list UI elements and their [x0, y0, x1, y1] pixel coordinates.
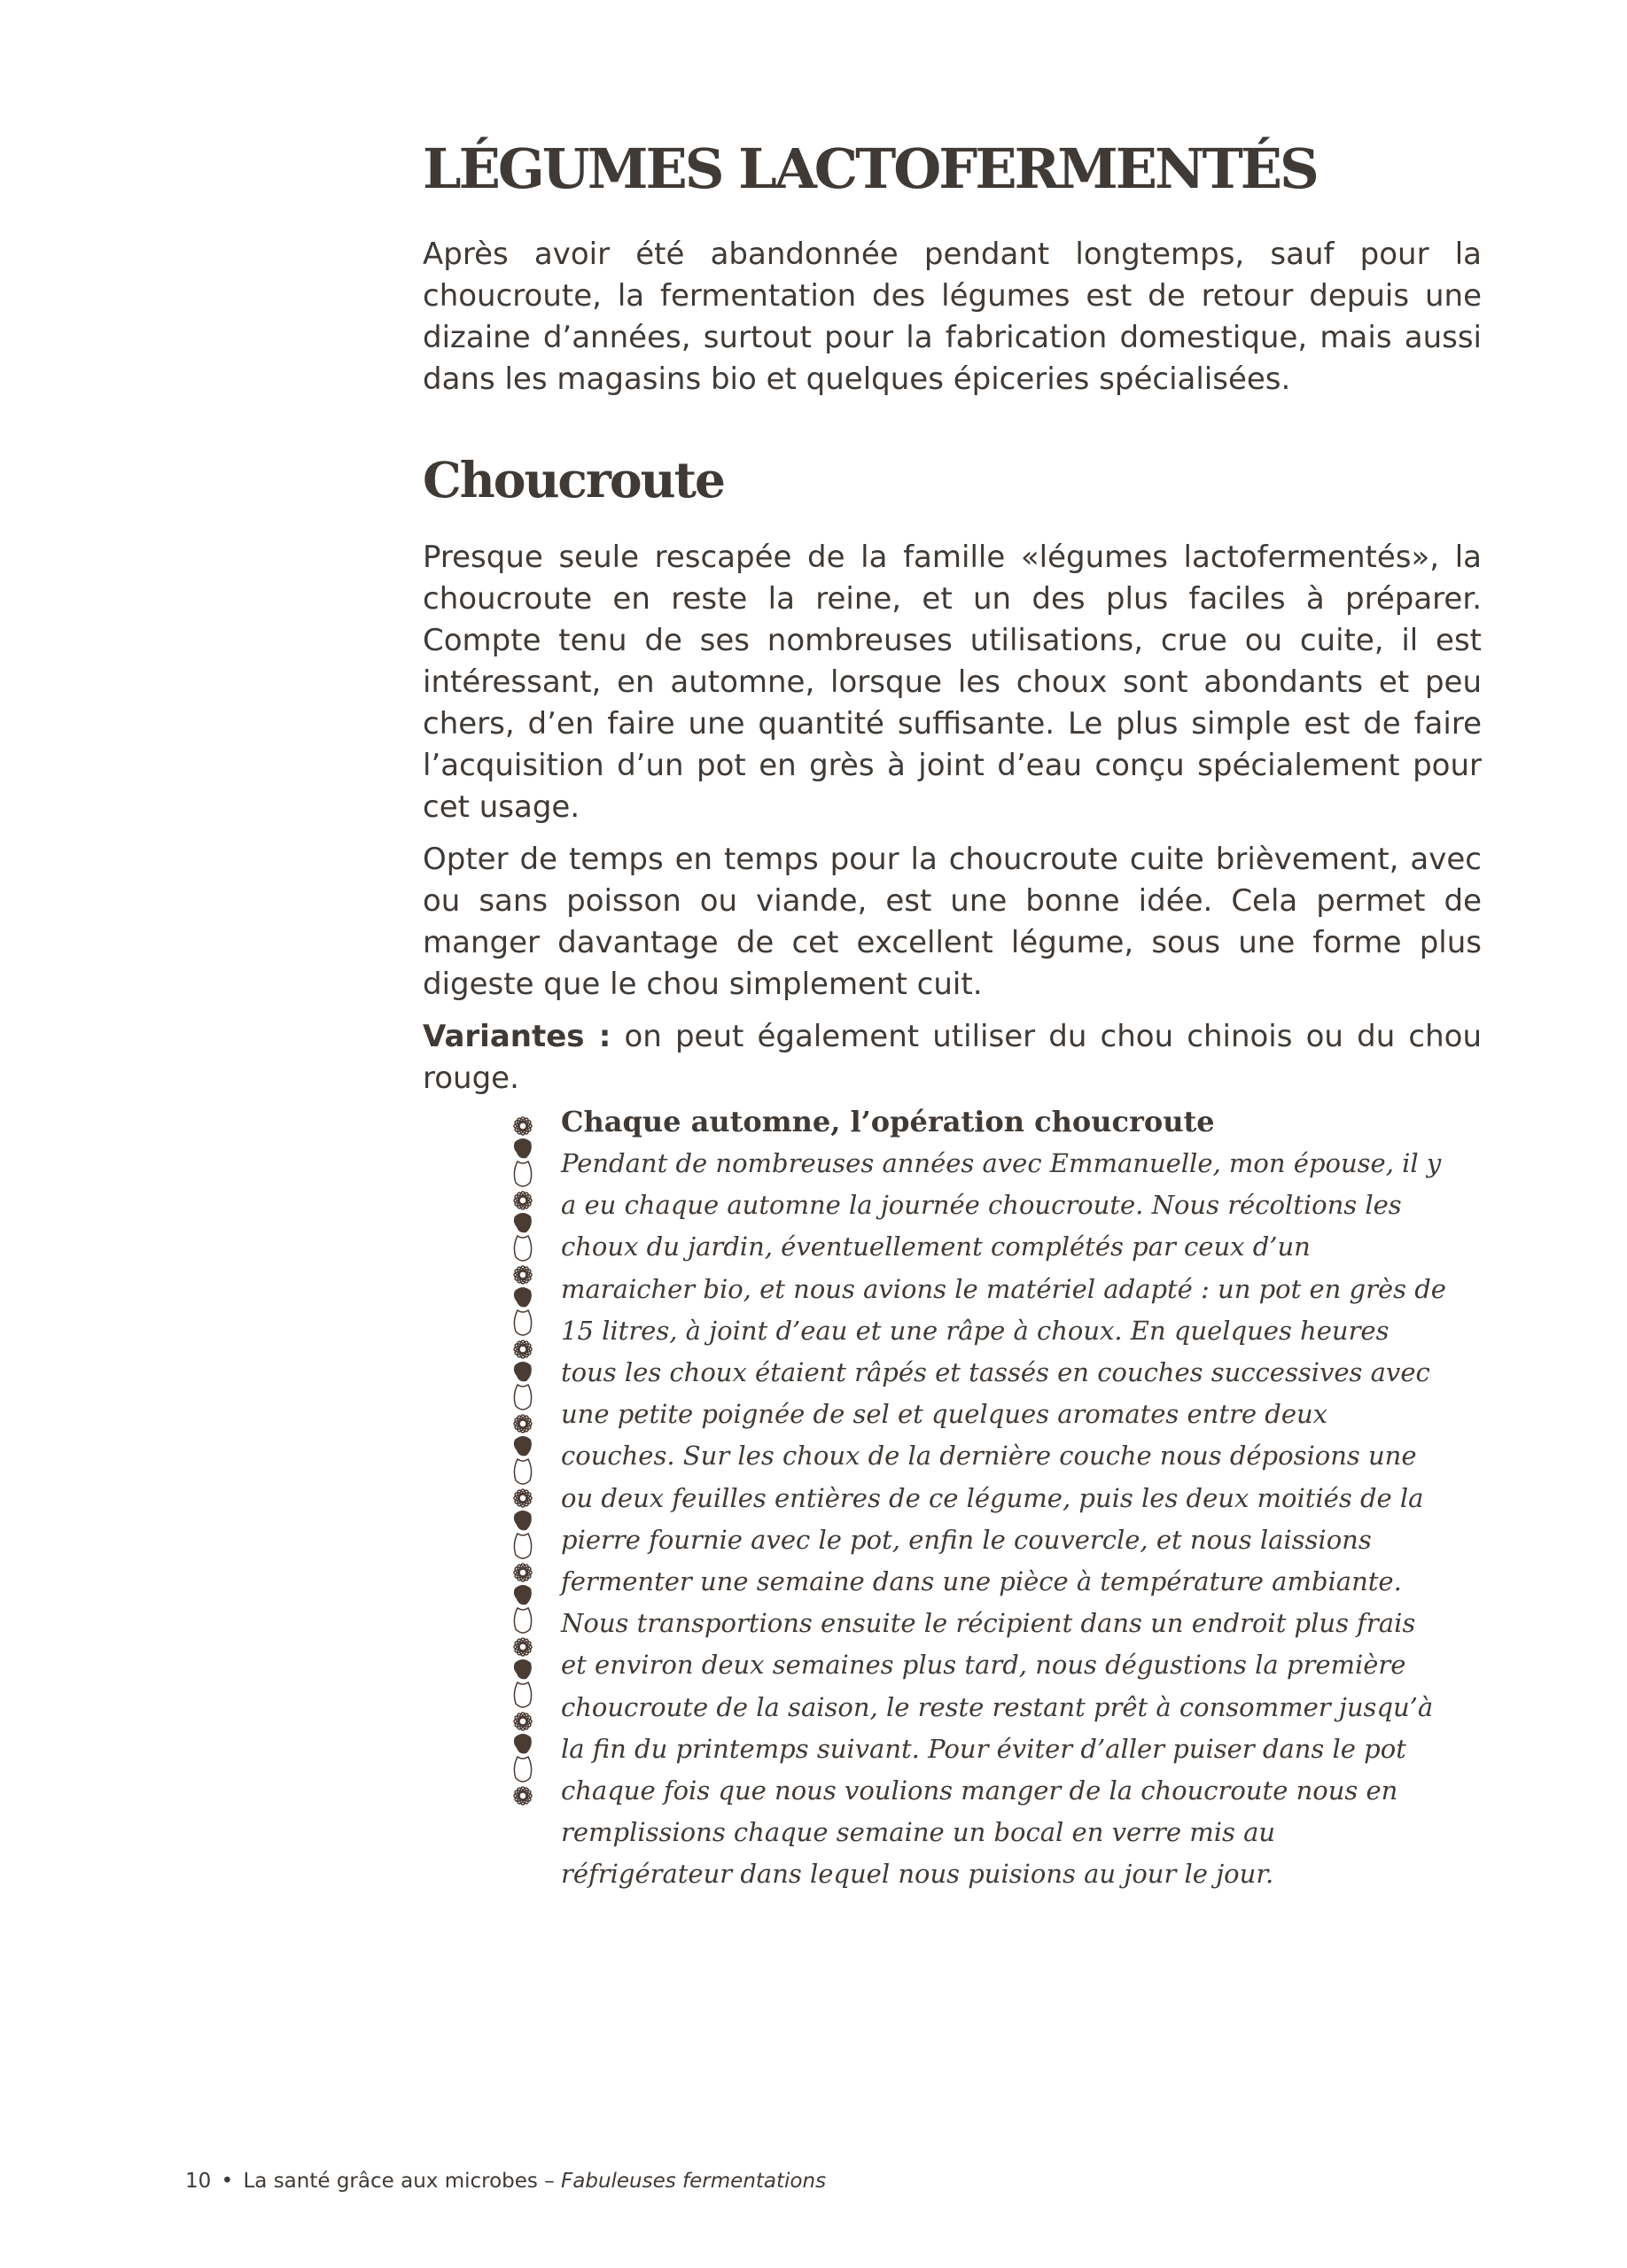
- page-footer: [185, 2170, 826, 2193]
- main-column: [423, 136, 1482, 1099]
- book-title: La santé grâce aux microbes –: [243, 2170, 555, 2193]
- section-paragraph-1: Presque seule rescapée de la famille «légumes lactofermentés», la choucroute en reste la reine, et un des plus faciles à préparer. Compte tenu de ses nombreuses utilisations, crue ou cuite, il est intéressant, en automne, lorsque les choux sont abondants et peu chers, d’en faire une quantité suffisante. Le plus simple est de faire l’acquisition d’un pot en grès à joint d’eau conçu spécialement pour cet usage.: [423, 540, 1482, 825]
- page-number: 10: [185, 2170, 212, 2193]
- intro-paragraph: Après avoir été abandonnée pendant longtemps, sauf pour la choucroute, la fermentation des légumes est de retour depuis une dizaine d’années, surtout pour la fabrication domestique, mais aussi dans les magasins bio et quelques épiceries spécialisées.: [423, 237, 1482, 397]
- section-paragraph-2: Opter de temps en temps pour la choucroute cuite brièvement, avec ou sans poisson ou viande, est une bonne idée. Cela permet de manger davantage de cet excellent légume, sous une forme plus digeste que le chou simplement cuit.: [423, 842, 1482, 1002]
- anecdote-content: [561, 1101, 1447, 1896]
- anecdote-body: Pendant de nombreuses années avec Emmanuelle, mon épouse, il y a eu chaque automne la journée choucroute. Nous récoltions les choux du jardin, éventuellement complétés par ceux d’un maraicher bio, et nous avions le matériel adapté : un pot en grès de 15 litres, à joint d’eau et une râpe à choux. En quelques heures tous les choux étaient râpés et tassés en couches successives avec une petite poignée de sel et quelques aromates entre deux couches. Sur les choux de la dernière couche nous déposions une ou deux feuilles entières de ce légume, puis les deux moitiés de la pierre fournie avec le pot, enfin le couvercle, et nous laissions fermenter une semaine dans une pièce à température ambiante. Nous transportions ensuite le récipient dans un endroit plus frais et environ deux semaines plus tard, nous dégustions la première choucroute de la saison, le reste restant prêt à consommer jusqu’à la fin du printemps suivant. Pour éviter d’aller puiser dans le pot chaque fois que nous voulions manger de la choucroute nous en remplissions chaque semaine un bocal en verre mis au réfrigérateur dans lequel nous puisions au jour le jour.: [561, 1148, 1446, 1890]
- page-title: LÉGUMES LACTOFERMENTÉS: [423, 136, 1317, 201]
- anecdote-title: Chaque automne, l’opération choucroute: [561, 1105, 1215, 1138]
- anecdote-box: [507, 1101, 1446, 1890]
- variants-label: Variantes :: [423, 1019, 611, 1054]
- vegetable-border-icon: [507, 1112, 539, 1812]
- variants-paragraph: [423, 1016, 1482, 1099]
- chapter-title: Fabuleuses fermentations: [561, 2170, 827, 2193]
- variants-text: on peut également utiliser du chou chinois ou du chou rouge.: [423, 1019, 1482, 1096]
- section-title: Choucroute: [423, 451, 724, 509]
- footer-separator: •: [221, 2170, 234, 2193]
